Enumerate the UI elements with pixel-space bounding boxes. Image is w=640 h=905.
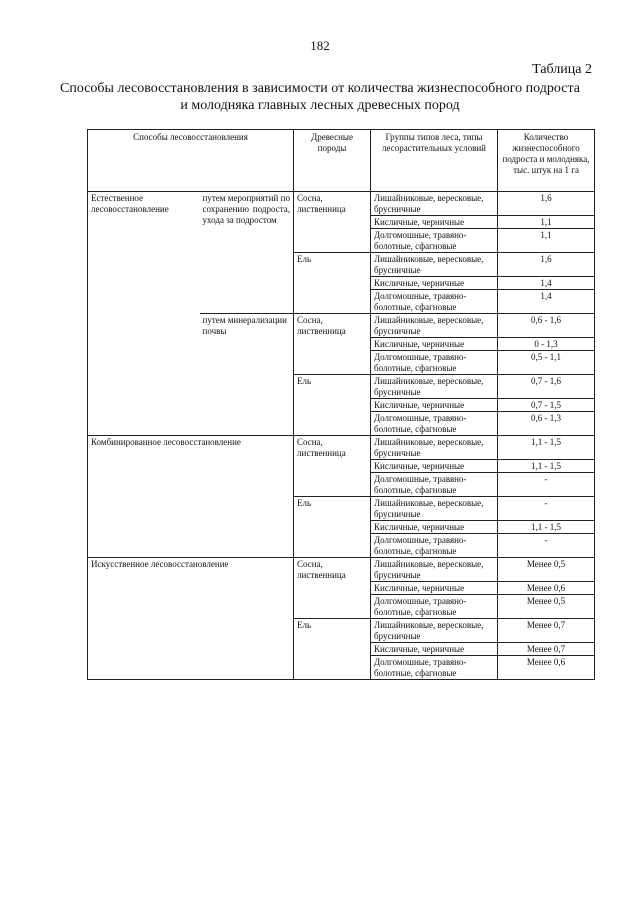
quantity-cell: - [498, 473, 595, 497]
forest-group: Долгомошные, травяно-болотные, сфагновые [371, 229, 498, 253]
quantity-cell: Менее 0,6 [498, 582, 595, 595]
header-species: Древесные породы [294, 130, 371, 192]
quantity-cell: 1,1 [498, 229, 595, 253]
quantity-cell: 0,7 - 1,6 [498, 375, 595, 399]
quantity-cell: 1,1 [498, 216, 595, 229]
forest-group: Долгомошные, травяно-болотные, сфагновые [371, 473, 498, 497]
quantity-cell: 1,4 [498, 290, 595, 314]
quantity-cell: 0,6 - 1,3 [498, 412, 595, 436]
table-title: Способы лесовосстановления в зависимости от количества жизнеспособного подроста и молодняка главных лесных древесных пород [60, 81, 580, 113]
quantity-cell: Менее 0,6 [498, 656, 595, 680]
forest-group: Лишайниковые, вересковые, брусничные [371, 192, 498, 216]
forest-group: Кисличные, черничные [371, 399, 498, 412]
quantity-cell: 1,1 - 1,5 [498, 521, 595, 534]
species-spruce: Ель [294, 619, 371, 680]
quantity-cell: Менее 0,5 [498, 595, 595, 619]
species-pine: Сосна, лиственница [294, 558, 371, 619]
header-groups: Группы типов леса, типы лесорастительных условий [371, 130, 498, 192]
page-number: 182 [310, 38, 330, 53]
quantity-cell: 0,7 - 1,5 [498, 399, 595, 412]
forest-group: Долгомошные, травяно-болотные, сфагновые [371, 656, 498, 680]
quantity-cell: 0,6 - 1,6 [498, 314, 595, 338]
quantity-cell: 1,1 - 1,5 [498, 436, 595, 460]
table-label: Таблица 2 [532, 62, 592, 77]
forest-group: Лишайниковые, вересковые, брусничные [371, 497, 498, 521]
forest-group: Кисличные, черничные [371, 521, 498, 534]
quantity-cell: 0 - 1,3 [498, 338, 595, 351]
species-pine: Сосна, лиственница [294, 314, 371, 375]
forest-group: Долгомошные, травяно-болотные, сфагновые [371, 412, 498, 436]
table-row [88, 192, 595, 216]
quantity-cell: Менее 0,7 [498, 619, 595, 643]
header-methods: Способы лесовосстановления [88, 130, 294, 192]
forest-group: Кисличные, черничные [371, 582, 498, 595]
forest-group: Лишайниковые, вересковые, брусничные [371, 375, 498, 399]
method-natural-preservation: путем мероприятий по сохранению подроста, ухода за подростом [200, 192, 294, 314]
forest-group: Лишайниковые, вересковые, брусничные [371, 314, 498, 338]
header-quantity: Количество жизнеспособного подроста и молодняка, тыс. штук на 1 га [498, 130, 595, 192]
method-natural-mineralization: путем минерализации почвы [200, 314, 294, 436]
reforestation-table [87, 129, 595, 680]
forest-group: Долгомошные, травяно-болотные, сфагновые [371, 351, 498, 375]
quantity-cell: Менее 0,7 [498, 643, 595, 656]
method-combined: Комбинированное лесовосстановление [88, 436, 294, 558]
species-pine: Сосна, лиственница [294, 192, 371, 253]
forest-group: Кисличные, черничные [371, 338, 498, 351]
forest-group: Лишайниковые, вересковые, брусничные [371, 436, 498, 460]
quantity-cell: 1,6 [498, 253, 595, 277]
table-row [88, 558, 595, 582]
table-header-row [88, 130, 595, 192]
forest-group: Лишайниковые, вересковые, брусничные [371, 619, 498, 643]
species-spruce: Ель [294, 253, 371, 314]
forest-group: Долгомошные, травяно-болотные, сфагновые [371, 595, 498, 619]
species-pine: Сосна, лиственница [294, 436, 371, 497]
forest-group: Кисличные, черничные [371, 643, 498, 656]
forest-group: Кисличные, черничные [371, 216, 498, 229]
quantity-cell: 1,1 - 1,5 [498, 460, 595, 473]
forest-group: Долгомошные, травяно-болотные, сфагновые [371, 534, 498, 558]
table-row [88, 436, 595, 460]
forest-group: Кисличные, черничные [371, 277, 498, 290]
quantity-cell: 0,5 - 1,1 [498, 351, 595, 375]
species-spruce: Ель [294, 497, 371, 558]
forest-group: Кисличные, черничные [371, 460, 498, 473]
quantity-cell: 1,6 [498, 192, 595, 216]
species-spruce: Ель [294, 375, 371, 436]
method-artificial: Искусственное лесовосстановление [88, 558, 294, 680]
quantity-cell: 1,4 [498, 277, 595, 290]
quantity-cell: - [498, 497, 595, 521]
method-natural: Естественное лесовосстановление [88, 192, 200, 436]
forest-group: Долгомошные, травяно-болотные, сфагновые [371, 290, 498, 314]
forest-group: Лишайниковые, вересковые, брусничные [371, 558, 498, 582]
quantity-cell: Менее 0,5 [498, 558, 595, 582]
quantity-cell: - [498, 534, 595, 558]
forest-group: Лишайниковые, вересковые, брусничные [371, 253, 498, 277]
